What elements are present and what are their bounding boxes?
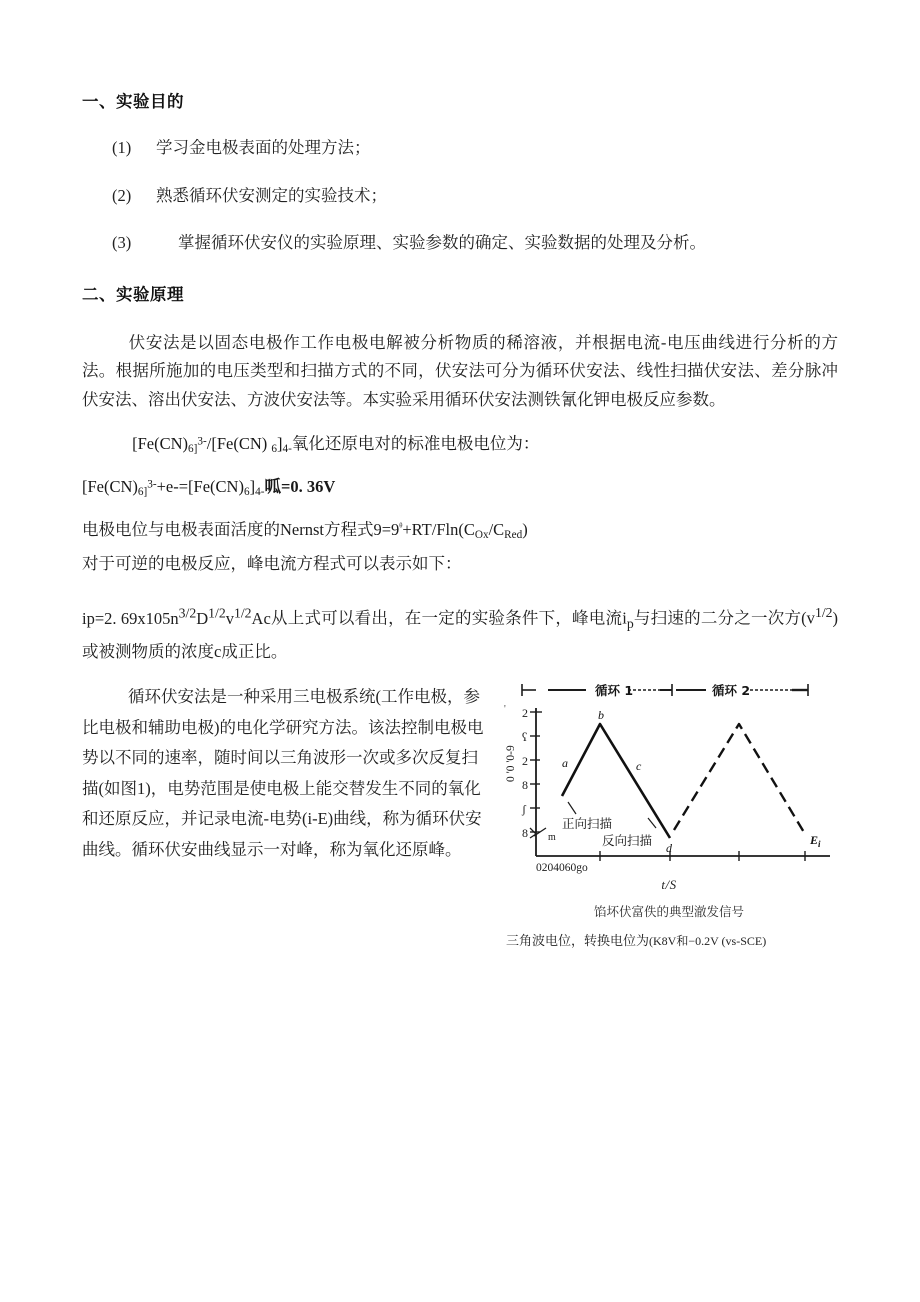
formula-redox-couple-suffix: 氧化还原电对的标准电极电位为：	[291, 434, 540, 453]
figure-text-wrap-block	[82, 682, 838, 949]
figure-caption-sub-bold: 三角波电位，转换电位为	[506, 934, 650, 950]
list-item-number: (2)	[112, 185, 132, 205]
list-item-number: (1)	[112, 138, 132, 157]
list-item-text: 熟悉循环伏安测定的实验技术；	[156, 185, 387, 205]
figure-annotation-forward-scan: 正向扫描	[562, 816, 613, 832]
figure-leader-forward	[568, 802, 576, 814]
formula-half-reaction-value: 0. 36V	[290, 477, 336, 497]
svg-text:ʕ: ʕ	[522, 730, 528, 745]
figure-origin-marker-label: m	[548, 832, 556, 844]
formula-nernst: 电极电位与电极表面活度的Nernst方程式$9=9^ᶿ+RT/Fln(C_{Ox}/C_{Red})$	[82, 520, 528, 542]
list-item-text: 学习金电极表面的处理方法；	[156, 138, 371, 157]
svg-text:8: 8	[522, 778, 528, 793]
figure-caption-sub	[500, 930, 838, 949]
figure-origin-squiggle	[530, 828, 536, 838]
figure-caption-main: 馅坏伏富佚的典型澈发信号	[593, 904, 744, 920]
formula-redox-couple: [$Fe(CN)_{6]}^{3-}/[Fe(CN)$ $_6]_{4-}$氧化还原电对的标准电极电位为：	[132, 434, 540, 456]
figure-caption-sub-small: (K8V和−0.2V (vs-SCE)	[649, 934, 767, 949]
figure-y-axis-stray-mark: '	[504, 704, 506, 716]
figure-point-label-a: a	[562, 756, 568, 771]
formula-peak-current: ip=2. $69x105n^{3/2}D^{1/2}v^{1/2}Ac$从上式可以看出，在一定的实验条件下，峰电流$i_p$与扫速的二分之一次方$(v^{1/2})$或被测物质的浓度c成正比。	[82, 605, 839, 661]
svg-text:2: 2	[522, 706, 528, 721]
formula-nernst-prefix: 电极电位与电极表面活度的Nernst方程式	[82, 520, 374, 540]
figure-cycle2-waveform	[674, 724, 805, 834]
formula-peak-current-tail2: 与扫速的二分之一次方(v	[633, 608, 815, 628]
figure-y-axis-title: 0 '0 '0-9	[505, 745, 517, 783]
formula-half-reaction-symbol: 呱	[264, 477, 281, 497]
paragraph-principle-intro: 伏安法是以固态电极作工作电极电解被分析物质的稀溶液，并根据电流-电压曲线进行分析的方法。根据所施加的电压类型和扫描方式的不同，伏安法可分为循环伏安法、线性扫描伏安法、差分脉冲伏安法、溶出伏安法、方波伏安法等。本实验采用循环伏安法测铁氰化钾电极反应参数。	[82, 332, 838, 409]
cv-waveform-svg	[500, 678, 838, 874]
heading-section-2: 二、实验原理	[82, 284, 184, 304]
list-item-number: (3)	[112, 233, 132, 253]
figure-point-label-c: c	[636, 759, 642, 774]
formula-half-reaction: [$Fe(CN)_{6]}^{3-}+e-=[Fe(CN)_6]_{4-}$呱=0. 36V	[82, 477, 336, 499]
heading-section-1: 一、实验目的	[82, 92, 184, 111]
svg-text:8: 8	[522, 826, 528, 841]
figure-label-cycle-2: 循环 2	[712, 683, 751, 699]
list-item-text: 掌握循环伏安仪的实验原理、实验参数的确定、实验数据的处理及分析。	[178, 233, 706, 253]
figure-label-cycle-1: 循环 1	[595, 683, 634, 699]
list-item	[82, 138, 838, 159]
figure-leader-reverse	[648, 818, 656, 828]
figure-x-axis-caption: t/S	[661, 877, 677, 893]
figure-point-label-ei: $E_i$	[810, 833, 821, 850]
formula-peak-current-tail: 从上式可以看出，在一定的实验条件下，峰电流i	[270, 608, 627, 628]
cycle-bracket-group	[522, 683, 808, 699]
formula-peak-current-tail3: )或被测物质的浓度c成正比。	[82, 608, 839, 661]
figure-y-tick-labels	[521, 706, 528, 840]
figure-plot-area	[500, 678, 838, 874]
figure-annotation-reverse-scan: 反向扫描	[602, 833, 653, 849]
figure-cv-waveform	[500, 678, 838, 949]
document-content	[82, 88, 838, 949]
svg-text:2: 2	[522, 754, 528, 769]
list-item	[82, 186, 838, 207]
list-item	[82, 233, 838, 254]
paragraph-cv-description: 循环伏安法是一种采用三电极系统(工作电极，参比电极和辅助电极)的电化学研究方法。该法控制电极电势以不同的速率，随时间以三角波形一次或多次反复扫描(如图1)，电势范围是使电极上能交替发生不同的氧化和还原反应，并记录电流-电势(i-E)曲线，称为循环伏安曲线。循环伏安曲线显示一对峰，称为氧化还原峰。	[82, 687, 484, 859]
paragraph-reversible-reaction: 对于可逆的电极反应，峰电流方程式可以表示如下：	[82, 554, 462, 574]
figure-point-label-b: b	[598, 708, 604, 723]
svg-text:ʃ: ʃ	[522, 802, 526, 817]
figure-point-label-d: d	[666, 841, 672, 856]
figure-x-axis-raw-label: 0204060go	[536, 862, 588, 875]
figure-box	[500, 678, 838, 949]
